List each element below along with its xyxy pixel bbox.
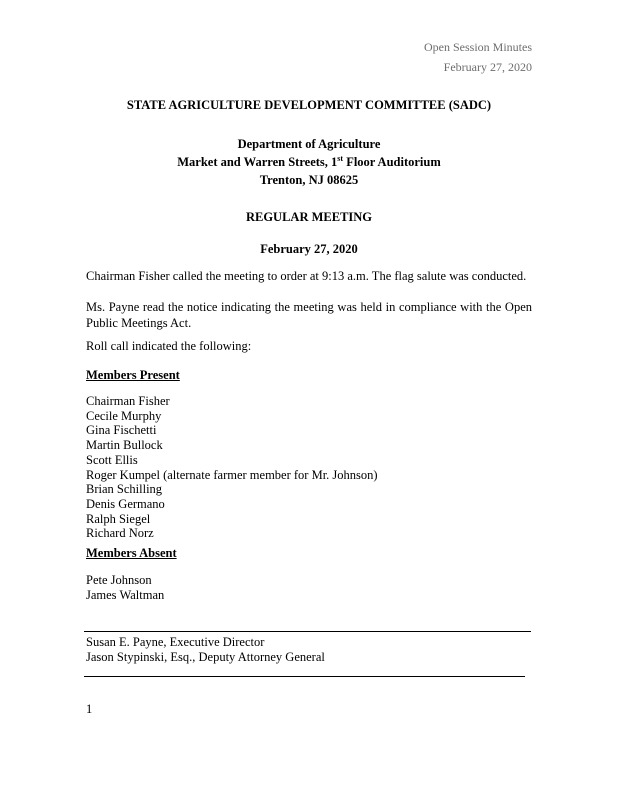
members-absent-list bbox=[86, 573, 164, 602]
list-item: Cecile Murphy bbox=[86, 408, 162, 423]
list-item: Ralph Siegel bbox=[86, 511, 151, 526]
header-title: Open Session Minutes bbox=[424, 40, 532, 54]
list-item: Richard Norz bbox=[86, 526, 154, 541]
paragraph-notice: Ms. Payne read the notice indicating the meeting was held in compliance with the Open Public Meetings Act. bbox=[86, 300, 532, 330]
address-tail: Floor Auditorium bbox=[343, 155, 441, 169]
list-item: James Waltman bbox=[86, 587, 165, 602]
page-number: 1 bbox=[86, 702, 93, 716]
members-present-heading: Members Present bbox=[86, 368, 180, 382]
department-name: Department of Agriculture bbox=[237, 137, 381, 151]
list-item: Denis Germano bbox=[86, 496, 165, 511]
header-date: February 27, 2020 bbox=[443, 60, 532, 74]
committee-title: STATE AGRICULTURE DEVELOPMENT COMMITTEE (SADC) bbox=[126, 98, 492, 112]
staff-line-2: Jason Stypinski, Esq., Deputy Attorney General bbox=[86, 650, 325, 664]
paragraph-roll-call: Roll call indicated the following: bbox=[86, 339, 252, 353]
list-item: Martin Bullock bbox=[86, 438, 163, 453]
list-item: Roger Kumpel (alternate farmer member for Mr. Johnson) bbox=[86, 467, 378, 482]
city-line: Trenton, NJ 08625 bbox=[259, 173, 359, 187]
list-item: Gina Fischetti bbox=[86, 423, 157, 438]
list-item: Scott Ellis bbox=[86, 452, 138, 467]
address-superscript: st bbox=[337, 153, 344, 163]
divider-bottom bbox=[84, 676, 525, 677]
address-line bbox=[0, 155, 618, 170]
meeting-date: February 27, 2020 bbox=[260, 242, 358, 256]
list-item: Pete Johnson bbox=[86, 573, 152, 587]
members-absent-heading: Members Absent bbox=[86, 546, 177, 560]
staff-line-1: Susan E. Payne, Executive Director bbox=[86, 635, 265, 649]
list-item: Chairman Fisher bbox=[86, 394, 170, 408]
meeting-type: REGULAR MEETING bbox=[245, 210, 373, 224]
divider-top bbox=[84, 631, 531, 632]
paragraph-call-to-order: Chairman Fisher called the meeting to order at 9:13 a.m. The flag salute was conducted. bbox=[86, 269, 527, 283]
address-main: Market and Warren Streets, 1 bbox=[177, 155, 338, 169]
list-item: Brian Schilling bbox=[86, 482, 163, 497]
members-present-list bbox=[86, 394, 378, 541]
